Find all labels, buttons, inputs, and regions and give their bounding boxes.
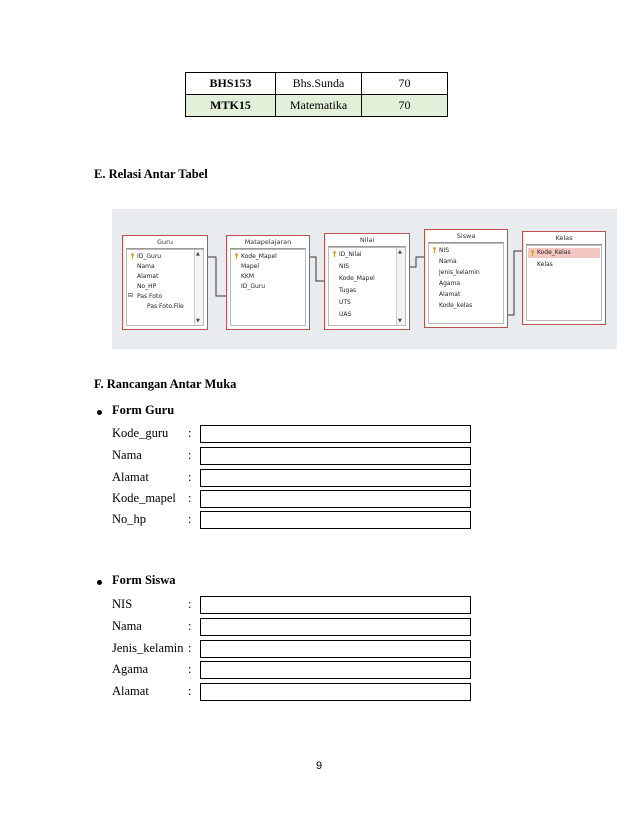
field-name: NIS xyxy=(339,263,350,270)
field-name: Agama xyxy=(439,280,461,287)
field-name: UTS xyxy=(339,299,351,306)
field-name: ID_Nilai xyxy=(339,251,362,258)
relation-line-siswa-kelas xyxy=(506,251,522,315)
field-list xyxy=(230,249,306,326)
field-name: KKM xyxy=(241,273,255,280)
alamat-field[interactable] xyxy=(200,683,471,701)
nama-field[interactable] xyxy=(200,447,471,465)
field-name: Kode_Mapel xyxy=(339,275,375,282)
jenis-kelamin-field[interactable] xyxy=(200,640,471,658)
kode-guru-field[interactable] xyxy=(200,425,471,443)
form-label: Alamat xyxy=(112,470,149,484)
field-name: Jenis_kelamin xyxy=(439,269,480,276)
form-label: NIS xyxy=(112,597,133,611)
field-name: Tugas xyxy=(339,287,357,294)
form-label: Nama xyxy=(112,448,142,462)
scroll-down-icon[interactable]: ▼ xyxy=(196,318,200,324)
table-guru[interactable] xyxy=(122,235,208,330)
scrollbar[interactable] xyxy=(194,250,203,325)
table-matapelajaran[interactable] xyxy=(226,235,310,330)
colon: : xyxy=(188,426,192,440)
colon: : xyxy=(188,491,192,505)
section-e-heading: E. Relasi Antar Tabel xyxy=(94,167,208,181)
table-siswa[interactable] xyxy=(424,229,508,328)
no-hp-field[interactable] xyxy=(200,511,471,529)
field-name: Alamat xyxy=(137,273,159,280)
page-number: 9 xyxy=(315,760,323,772)
relation-line-nilai-siswa xyxy=(408,257,424,267)
table-nilai[interactable] xyxy=(324,233,410,330)
field-name: UAS xyxy=(339,311,352,318)
scroll-up-icon[interactable]: ▲ xyxy=(196,251,200,257)
table-kelas[interactable] xyxy=(522,231,606,325)
field-name: Kode_Mapel xyxy=(241,253,277,260)
colon: : xyxy=(188,448,192,462)
relationship-diagram xyxy=(112,209,617,349)
field-name: Mapel xyxy=(241,263,260,270)
colon: : xyxy=(188,512,192,526)
field-name: Pas Foto.File xyxy=(147,303,184,310)
grades-table xyxy=(185,72,448,117)
field-list xyxy=(428,243,504,324)
field-list xyxy=(526,245,602,321)
table-title: Nilai xyxy=(359,236,375,244)
primary-key-icon xyxy=(332,251,337,257)
colon: : xyxy=(188,684,192,698)
colon: : xyxy=(188,597,192,611)
form-label: Kode_guru xyxy=(112,426,169,440)
form-guru-title: Form Guru xyxy=(112,403,175,417)
bullet-icon xyxy=(97,580,102,585)
form-label: Nama xyxy=(112,619,142,633)
field-name: Pas Foto xyxy=(137,293,162,300)
subject-code-cell: MTK15 xyxy=(186,95,276,117)
subject-name-cell: Matematika xyxy=(276,95,362,117)
nama-field[interactable] xyxy=(200,618,471,636)
field-name: Alamat xyxy=(439,291,461,298)
table-row xyxy=(186,73,448,95)
kode-mapel-field[interactable] xyxy=(200,490,471,508)
subject-name-cell: Bhs.Sunda xyxy=(276,73,362,95)
collapse-icon[interactable]: ⊟ xyxy=(128,292,134,299)
colon: : xyxy=(188,470,192,484)
scroll-down-icon[interactable]: ▼ xyxy=(398,318,402,324)
form-label: No_hp xyxy=(112,512,147,526)
field-list xyxy=(126,249,204,326)
agama-field[interactable] xyxy=(200,661,471,679)
colon: : xyxy=(188,641,192,655)
field-name: Nama xyxy=(137,263,155,270)
kkm-cell: 70 xyxy=(362,95,448,117)
colon: : xyxy=(188,662,192,676)
kkm-cell: 70 xyxy=(362,73,448,95)
field-list xyxy=(328,247,406,326)
bullet-icon xyxy=(97,410,102,415)
subject-code-cell: BHS153 xyxy=(186,73,276,95)
form-label: Kode_mapel xyxy=(112,491,176,505)
colon: : xyxy=(188,619,192,633)
form-siswa-title: Form Siswa xyxy=(112,573,176,587)
form-label: Jenis_kelamin xyxy=(112,641,184,655)
table-row xyxy=(186,95,448,117)
field-name: Kelas xyxy=(537,261,553,268)
form-label: Alamat xyxy=(112,684,149,698)
primary-key-icon xyxy=(530,250,535,256)
relation-line-guru-mapel xyxy=(206,257,226,296)
field-name: Nama xyxy=(439,258,457,265)
primary-key-icon xyxy=(130,253,135,259)
primary-key-icon xyxy=(432,247,437,253)
table-title: Kelas xyxy=(555,234,573,242)
table-title: Guru xyxy=(157,238,173,246)
section-f-heading: F. Rancangan Antar Muka xyxy=(94,377,237,391)
field-name: Kode_Kelas xyxy=(537,249,571,256)
primary-key-icon xyxy=(234,253,239,259)
field-name: Kode_kelas xyxy=(439,302,473,309)
field-name: NIS xyxy=(439,247,450,254)
relation-line-mapel-nilai xyxy=(308,257,324,281)
form-label: Agama xyxy=(112,662,149,676)
scroll-up-icon[interactable]: ▲ xyxy=(398,249,402,255)
nis-field[interactable] xyxy=(200,596,471,614)
scrollbar[interactable] xyxy=(396,248,405,325)
field-name: ID_Guru xyxy=(137,253,162,260)
alamat-field[interactable] xyxy=(200,469,471,487)
field-name: No_HP xyxy=(137,283,157,290)
table-title: Matapelajaran xyxy=(244,238,292,246)
table-title: Siswa xyxy=(456,232,476,240)
field-name: ID_Guru xyxy=(241,283,266,290)
